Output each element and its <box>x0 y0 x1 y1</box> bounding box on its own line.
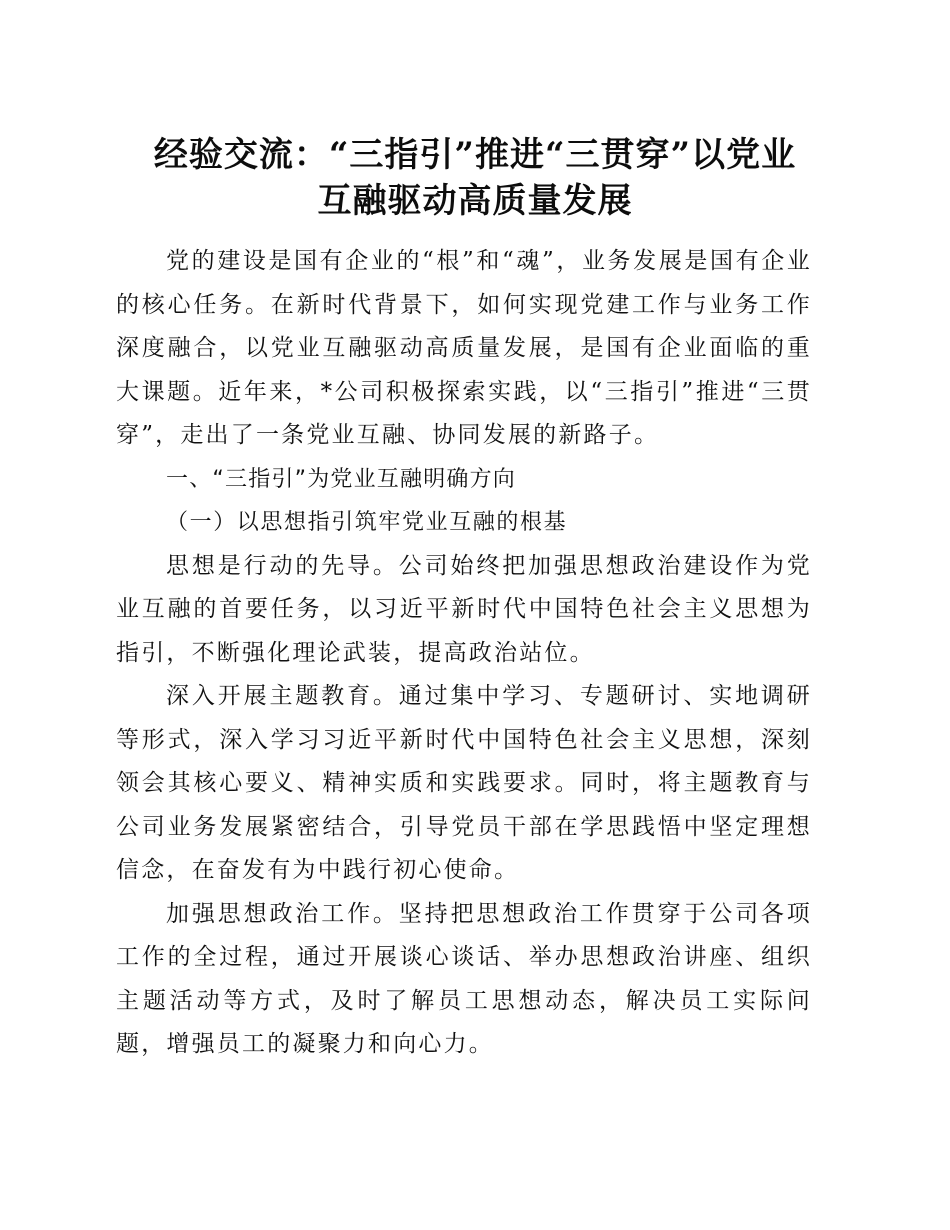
document-title <box>110 132 840 224</box>
body-paragraph-1: 思想是行动的先导。公司始终把加强思想政治建设作为党业互融的首要任务，以习近平新时代中国特色社会主义思想为指引，不断强化理论武装，提高政治站位。 <box>116 552 812 666</box>
section-heading: 一、“三指引”为党业互融明确方向 <box>166 466 516 492</box>
title-line-1: 经验交流：“三指引”推进“三贯穿”以党业 <box>153 135 797 175</box>
title-line-2: 互融驱动高质量发展 <box>317 181 633 221</box>
body-paragraph-2: 深入开展主题教育。通过集中学习、专题研讨、实地调研等形式，深入学习习近平新时代中国特色社会主义思想，深刻领会其核心要义、精神实质和实践要求。同时，将主题教育与公司业务发展紧密结合，引导党员干部在学思践悟中坚定理想信念，在奋发有为中践行初心使命。 <box>116 683 812 883</box>
body-paragraph-3: 加强思想政治工作。坚持把思想政治工作贯穿于公司各项工作的全过程，通过开展谈心谈话、举办思想政治讲座、组织主题活动等方式，及时了解员工思想动态，解决员工实际问题，增强员工的凝聚力和向心力。 <box>116 900 812 1057</box>
subsection-heading: （一）以思想指引筑牢党业互融的根基 <box>166 510 568 535</box>
intro-paragraph: 党的建设是国有企业的“根”和“魂”，业务发展是国有企业的核心任务。在新时代背景下，如何实现党建工作与业务工作深度融合，以党业互融驱动高质量发展，是国有企业面临的重大课题。近年来，*公司积极探索实践，以“三指引”推进“三贯穿”，走出了一条党业互融、协同发展的新路子。 <box>116 248 812 448</box>
document-body <box>116 240 812 1067</box>
